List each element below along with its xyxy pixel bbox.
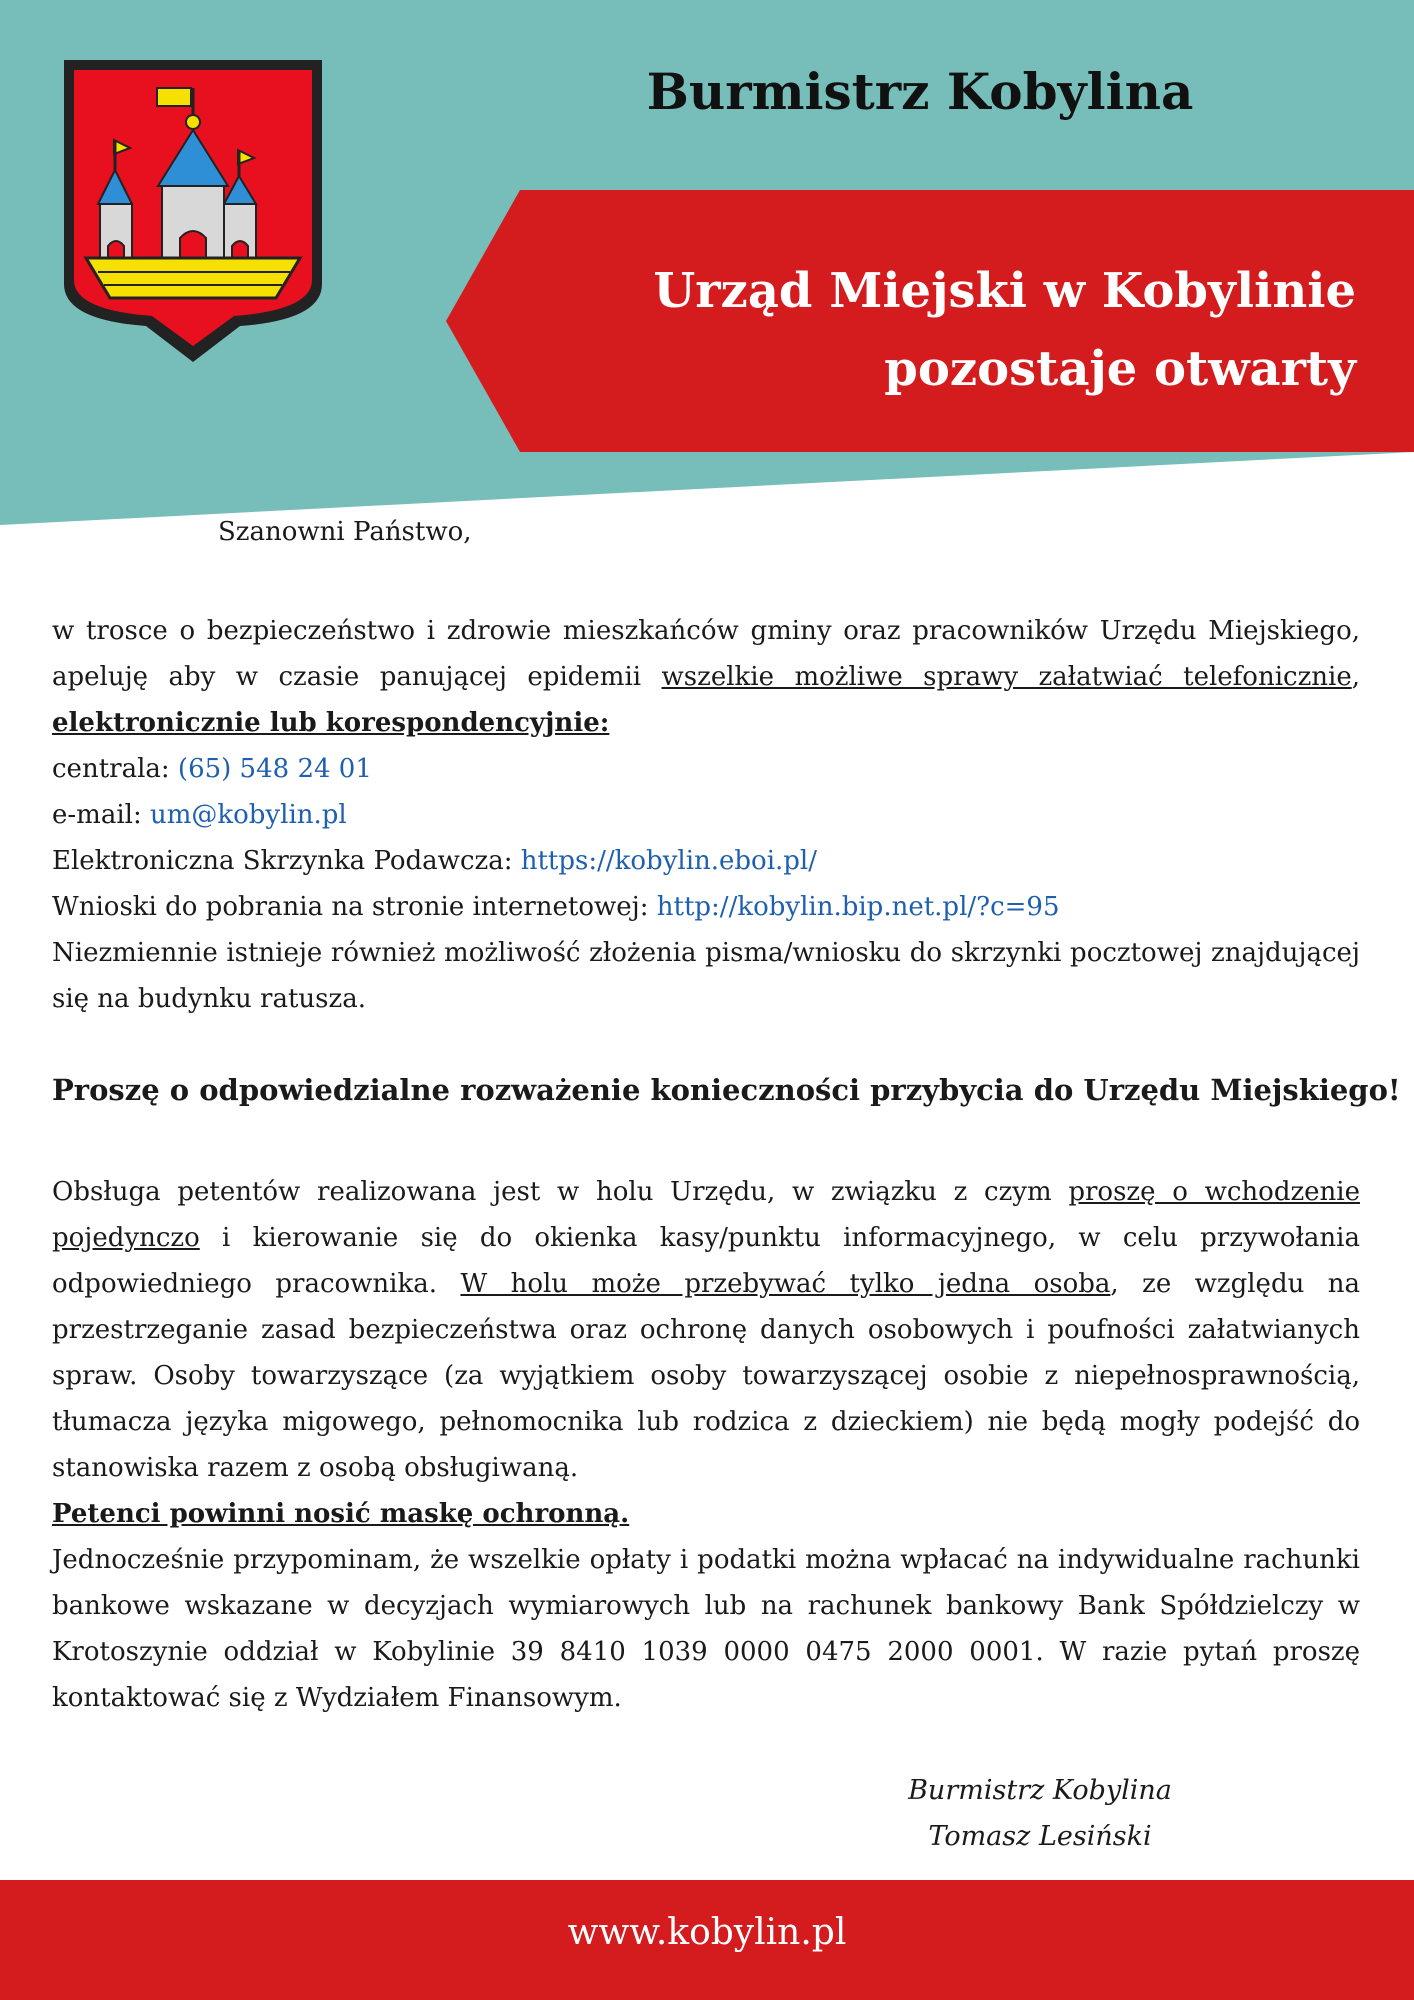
appeal-heading: Proszę o odpowiedzialne rozważenie konieczności przybycia do Urzędu Miejskiego! <box>52 1073 1401 1107</box>
service-emphasis-2: W holu może przebywać tylko jedna osoba <box>460 1269 1111 1299</box>
contact-phone <box>52 746 1360 792</box>
banner-heading <box>653 252 1356 408</box>
forms-label: Wnioski do pobrania na stronie internetowej: <box>52 892 657 922</box>
contact-forms <box>52 884 1360 930</box>
signature-title: Burmistrz Kobylina <box>908 1775 1172 1806</box>
letter-main <box>52 1169 1360 1721</box>
service-paragraph <box>52 1169 1360 1491</box>
mailbox-paragraph: Niezmiennie istnieje również możliwość złożenia pisma/wniosku do skrzynki pocztowej znajdującej się na budynku ratusza. <box>52 938 1360 1014</box>
footer-website-link[interactable]: www.kobylin.pl <box>567 1912 847 1953</box>
service-text-3: , ze względu na przestrzeganie zasad bezpieczeństwa oraz ochronę danych osobowych i poufności załatwianych spraw. Osoby towarzyszące (za wyjątkiem osoby towarzyszącej osobie z niepełnosprawnością, tłumacza języka migowego, pełnomocnika lub rodzica z dzieckiem) nie będą mogły podejść do stanowiska razem z osobą obsługiwaną. <box>52 1269 1361 1483</box>
esp-label: Elektroniczna Skrzynka Podawcza: <box>52 846 521 876</box>
coat-of-arms-icon <box>62 58 324 364</box>
signature-name: Tomasz Lesiński <box>928 1821 1152 1852</box>
mask-notice: Petenci powinni nosić maskę ochronną. <box>52 1499 630 1529</box>
greeting: Szanowni Państwo, <box>218 517 472 547</box>
intro-paragraph <box>52 608 1360 746</box>
esp-link[interactable]: https://kobylin.eboi.pl/ <box>520 846 818 876</box>
service-text-1: Obsługa petentów realizowana jest w holu Urzędu, w związku z czym <box>52 1177 1069 1207</box>
email-label: e-mail: <box>52 800 150 830</box>
intro-emphasis-bold: elektronicznie lub korespondencyjnie: <box>52 708 610 738</box>
contact-esp <box>52 838 1360 884</box>
email-link[interactable]: um@kobylin.pl <box>149 800 347 830</box>
letter-intro <box>52 608 1360 1022</box>
banner-line-2: pozostaje otwarty <box>884 341 1356 397</box>
intro-separator: , <box>1351 662 1360 692</box>
forms-link[interactable]: http://kobylin.bip.net.pl/?c=95 <box>656 892 1060 922</box>
banner-line-1: Urząd Miejski w Kobylinie <box>653 263 1356 319</box>
phone-link[interactable]: (65) 548 24 01 <box>177 754 372 784</box>
contact-email <box>52 792 1360 838</box>
intro-emphasis: wszelkie możliwe sprawy załatwiać telefonicznie <box>661 662 1352 692</box>
page-title: Burmistrz Kobylina <box>646 62 1194 121</box>
service-emphasis-1: proszę o wchodzenie pojedynczo <box>52 1177 1360 1253</box>
phone-label: centrala: <box>52 754 178 784</box>
intro-text: w trosce o bezpieczeństwo i zdrowie mieszkańców gminy oraz pracowników Urzędu Miejskiego, apeluję aby w czasie panującej epidemii <box>52 616 1360 692</box>
service-text-2: i kierowanie się do okienka kasy/punktu informacyjnego, w celu przywołania odpowiedniego pracownika. <box>52 1223 1360 1299</box>
signature <box>900 1768 1180 1860</box>
payments-paragraph: Jednocześnie przypominam, że wszelkie opłaty i podatki można wpłacać na indywidualne rachunki bankowe wskazane w decyzjach wymiarowych lub na rachunek bankowy Bank Spółdzielczy w Krotoszynie oddział w Kobylinie 39 8410 1039 0000 0475 2000 0001. W razie pytań proszę kontaktować się z Wydziałem Finansowym. <box>52 1545 1360 1713</box>
